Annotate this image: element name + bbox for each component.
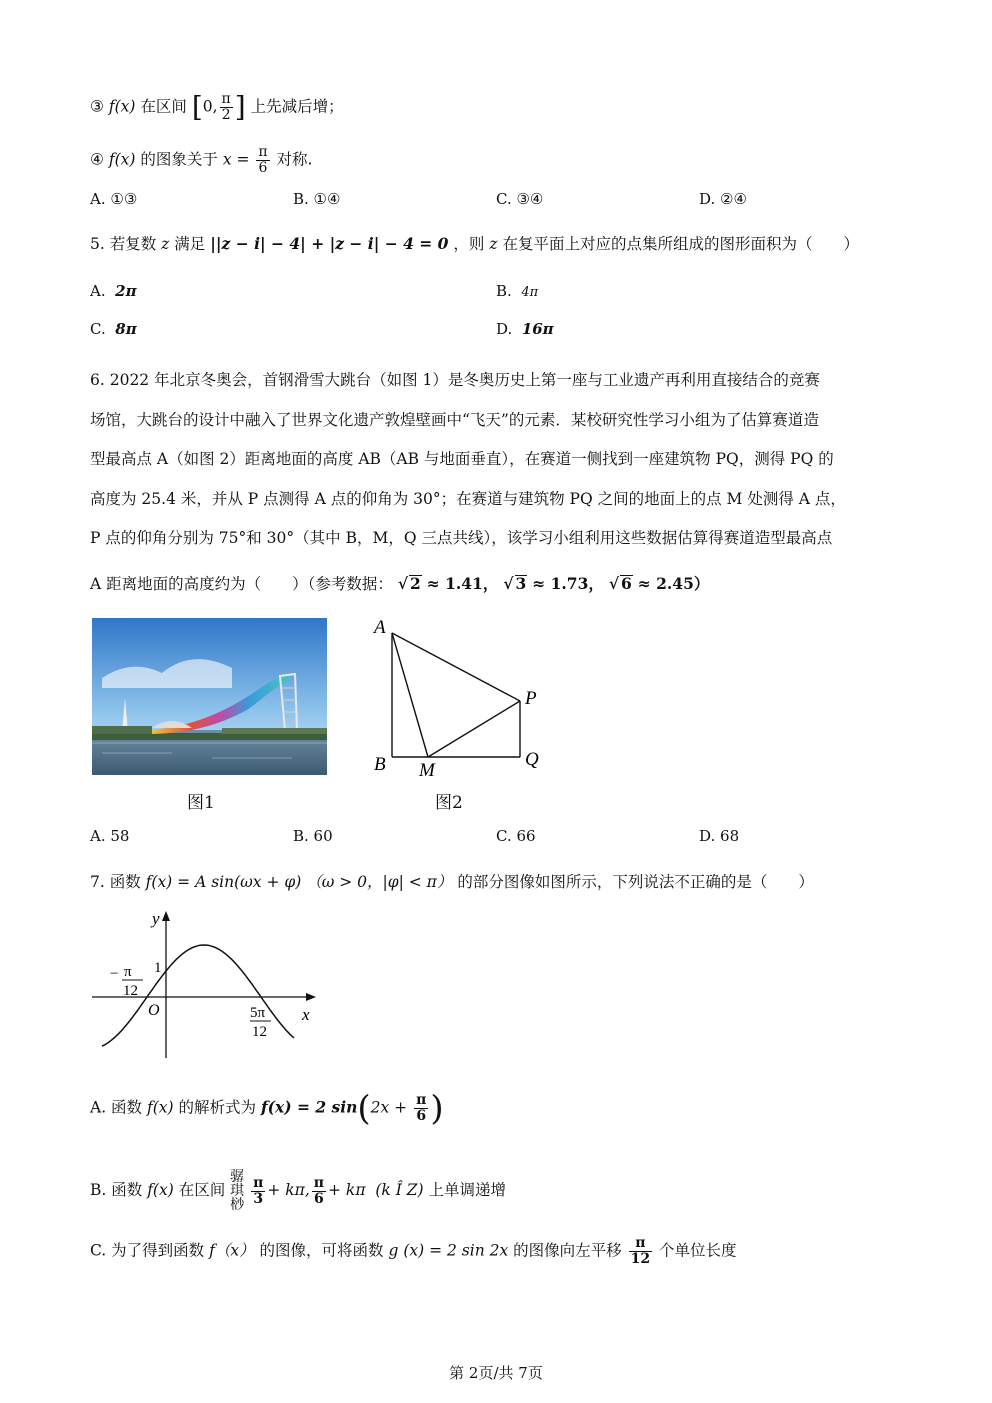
geometry-figure xyxy=(362,613,544,781)
q6-line-2: 场馆，大跳台的设计中融入了世界文化遗产敦煌壁画中“飞天”的元素．某校研究性学习小组为了估算赛道造 xyxy=(90,410,819,429)
q6-line-5: P 点的仰角分别为 75°和 30°（其中 B，M，Q 三点共线），该学习小组利用这些数据估算得赛道造型最高点 xyxy=(90,529,833,547)
label-m: M xyxy=(419,760,435,781)
q6-option-d: D. 68 xyxy=(699,827,740,845)
pos-tick-num: 5π xyxy=(250,1005,266,1021)
q7-option-b: B. 函数 f(x) 在区间 骣 琪 桫 $\frac{\pi}{3}$ + kπ, $\frac{\pi}{6}$ + kπ (k Î Z) 上单调递增 xyxy=(90,1169,507,1213)
label-b: B xyxy=(374,754,386,775)
y-intercept-label: 1 xyxy=(154,960,162,976)
q6-line-3: 型最高点 A（如图 2）距离地面的高度 AB（AB 与地面垂直），在赛道一侧找到一座建筑物 PQ，测得 PQ 的 xyxy=(90,450,834,468)
sine-graph xyxy=(88,906,328,1062)
q6-line-4: 高度为 25.4 米，并从 P 点测得 A 点的仰角为 30°；在赛道与建筑物 PQ 之间的地面上的点 M 处测得 A 点， xyxy=(90,489,846,508)
q6-option-b: B. 60 xyxy=(293,827,333,845)
q7-option-a: A. 函数 f(x) 的解析式为 f(x) = 2 sin(2x + $\frac{\pi}{6}$ ) xyxy=(90,1088,444,1129)
q4-option-d: D. ②④ xyxy=(699,190,747,208)
segment-mp xyxy=(428,701,520,757)
q6-line-1: 6. 2022 年北京冬奥会，首钢滑雪大跳台（如图 1）是冬奥历史上第一座与工业遗产再利用直接结合的竞赛 xyxy=(90,371,820,389)
q5-option-d: D. 16π xyxy=(496,320,554,338)
neg-tick-num: π xyxy=(124,964,132,980)
garbled-bracket: 骣 琪 桫 xyxy=(230,1169,245,1213)
q5-option-c: C. 8π xyxy=(90,320,137,338)
q6-option-a: A. 58 xyxy=(90,827,130,845)
label-q: Q xyxy=(525,749,539,770)
figure-1-caption: 图1 xyxy=(187,793,215,813)
q4-option-a: A. ①③ xyxy=(90,190,138,208)
figure-2-caption: 图2 xyxy=(435,793,463,813)
x-label: x xyxy=(302,1005,310,1024)
q4-option-c: C. ③④ xyxy=(496,190,544,208)
neg-tick-sign: − xyxy=(110,966,119,982)
q6-line-6: A 距离地面的高度约为（ ）（参考数据： √ 2 ≈ 1.41， √ 3 ≈ 1.73， √ 6 ≈ 2.45） xyxy=(90,574,710,593)
x-axis-arrow xyxy=(306,993,316,1001)
label-p: P xyxy=(525,688,537,709)
ski-jump-photo xyxy=(92,618,327,775)
origin-label: O xyxy=(148,1002,160,1019)
pos-tick-den: 12 xyxy=(252,1024,267,1040)
segment-ap xyxy=(392,633,520,701)
label-a: A xyxy=(374,617,386,638)
y-axis-arrow xyxy=(162,911,170,921)
y-label: y xyxy=(152,909,160,928)
segment-am xyxy=(392,633,428,757)
q7-option-c: C. 为了得到函数 f（x） 的图像，可将函数 g (x) = 2 sin 2x 的图像向左平移 $\frac{\pi}{12}$ 个单位长度 xyxy=(90,1235,737,1267)
question-6-stem xyxy=(90,361,905,559)
neg-tick-den: 12 xyxy=(123,983,138,999)
question-5-stem: 5. 若复数 z 满足 ||z − i| − 4| + |z − i| − 4 = 0 ，则 z 在复平面上对应的点集所组成的图形面积为（ ） xyxy=(90,234,859,253)
q5-option-a: A. 2π xyxy=(90,282,137,300)
page-footer: 第 2页/共 7页 xyxy=(449,1364,543,1382)
statement-4: ④ f(x) 的图象关于 x = $\frac{\pi}{6}$ 对称. xyxy=(90,144,313,176)
q5-option-b: B. 4π xyxy=(496,282,539,300)
q4-option-b: B. ①④ xyxy=(293,190,341,208)
statement-3: ③ f(x) 在区间 [0, $\frac{\pi}{2}$ ] 上先减后增； xyxy=(90,90,344,124)
q6-option-c: C. 66 xyxy=(496,827,536,845)
question-7-stem: 7. 函数 f(x) = A sin(ωx + φ) （ω > 0，|φ| < π） 的部分图像如图所示，下列说法不正确的是（ ） xyxy=(90,873,814,891)
